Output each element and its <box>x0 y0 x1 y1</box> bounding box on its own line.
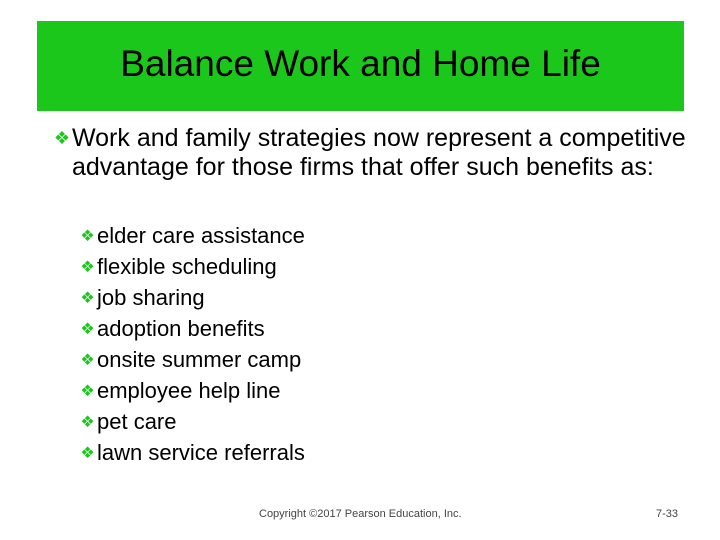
main-bullet-point <box>52 124 692 182</box>
title-bar <box>37 21 684 111</box>
main-bullet-text: Work and family strategies now represent a competitive advantage for those firms that offer such benefits as: <box>72 124 686 181</box>
list-item <box>78 437 305 468</box>
diamond-bullet-icon: ❖ <box>80 351 95 369</box>
diamond-bullet-icon: ❖ <box>80 258 95 276</box>
list-item <box>78 313 305 344</box>
benefit-label: onsite summer camp <box>97 346 302 372</box>
diamond-bullet-icon: ❖ <box>53 128 71 148</box>
benefit-label: pet care <box>97 408 177 434</box>
list-item <box>78 251 305 282</box>
benefits-list <box>78 220 305 468</box>
benefit-label: adoption benefits <box>97 315 265 341</box>
benefit-label: job sharing <box>97 284 205 310</box>
list-item <box>78 375 305 406</box>
diamond-bullet-icon: ❖ <box>80 413 95 431</box>
benefit-label: employee help line <box>97 377 281 403</box>
copyright-footer: Copyright ©2017 Pearson Education, Inc. <box>259 508 462 520</box>
list-item <box>78 220 305 251</box>
diamond-bullet-icon: ❖ <box>80 382 95 400</box>
list-item <box>78 344 305 375</box>
page-number: 7-33 <box>655 508 678 520</box>
diamond-bullet-icon: ❖ <box>80 444 95 462</box>
diamond-bullet-icon: ❖ <box>80 320 95 338</box>
benefit-label: lawn service referrals <box>97 439 305 465</box>
diamond-bullet-icon: ❖ <box>80 227 95 245</box>
diamond-bullet-icon: ❖ <box>80 289 95 307</box>
list-item <box>78 282 305 313</box>
list-item <box>78 406 305 437</box>
slide-title: Balance Work and Home Life <box>120 42 601 84</box>
benefit-label: flexible scheduling <box>97 253 277 279</box>
benefit-label: elder care assistance <box>97 222 305 248</box>
